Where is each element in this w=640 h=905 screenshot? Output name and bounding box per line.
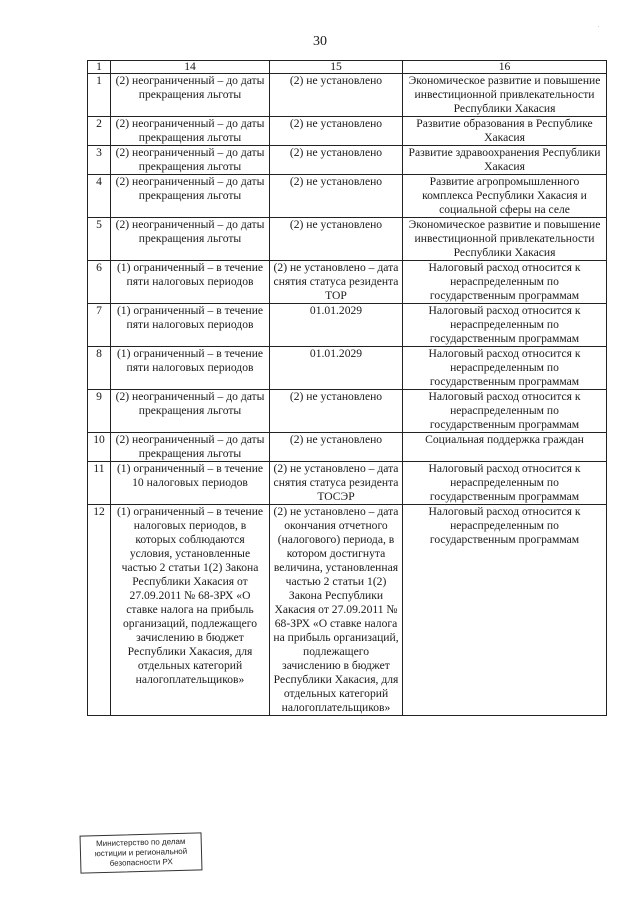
cell-col-16: Экономическое развитие и повышение инвестиционной привлекательности Республики Хакасия: [403, 74, 607, 117]
table-row: [88, 462, 607, 505]
tax-expenditure-table: [87, 60, 607, 716]
page-number: 30: [313, 34, 327, 49]
header-col-15: 15: [270, 61, 403, 74]
header-row: [88, 61, 607, 74]
header-col-14: 14: [111, 61, 270, 74]
table-body: [88, 74, 607, 716]
cell-col-14: (2) неограниченный – до даты прекращения льготы: [111, 74, 270, 117]
cell-col-15: 01.01.2029: [270, 347, 403, 390]
cell-col-16: Налоговый расход относится к нераспределенным по государственным программам: [403, 462, 607, 505]
table-row: [88, 261, 607, 304]
cell-col-15: (2) не установлено: [270, 390, 403, 433]
stamp-line: Министерство по делам: [95, 836, 186, 849]
cell-col-15: (2) не установлено: [270, 175, 403, 218]
row-number: 9: [88, 390, 111, 433]
table-row: [88, 74, 607, 117]
row-number: 3: [88, 146, 111, 175]
cell-col-16: Экономическое развитие и повышение инвестиционной привлекательности Республики Хакасия: [403, 218, 607, 261]
header-col-1: 1: [88, 61, 111, 74]
table-row: [88, 505, 607, 716]
row-number: 8: [88, 347, 111, 390]
row-number: 11: [88, 462, 111, 505]
table-row: [88, 390, 607, 433]
cell-col-15: (2) не установлено: [270, 218, 403, 261]
cell-col-14: (1) ограниченный – в течение пяти налоговых периодов: [111, 304, 270, 347]
cell-col-14: (2) неограниченный – до даты прекращения льготы: [111, 146, 270, 175]
ministry-stamp: [80, 832, 203, 873]
cell-col-16: Налоговый расход относится к нераспределенным по государственным программам: [403, 505, 607, 716]
cell-col-15: 01.01.2029: [270, 304, 403, 347]
table-row: [88, 218, 607, 261]
stamp-line: юстиции и региональной: [94, 846, 188, 859]
cell-col-15: (2) не установлено: [270, 74, 403, 117]
cell-col-16: Социальная поддержка граждан: [403, 433, 607, 462]
row-number: 10: [88, 433, 111, 462]
cell-col-15: (2) не установлено – дата снятия статуса резидента ТОСЭР: [270, 462, 403, 505]
cell-col-16: Налоговый расход относится к нераспределенным по государственным программам: [403, 304, 607, 347]
table-row: [88, 146, 607, 175]
cell-col-15: (2) не установлено – дата окончания отчетного (налогового) периода, в котором достигнута величина, установленная частью 2 статьи 1(2) Закона Республики Хакасия от 27.09.2011 № 68-ЗРХ «О ставке налога на прибыль организаций, подлежащего зачислению в бюджет Республики Хакасия, для отдельных категорий налогоплательщиков»: [270, 505, 403, 716]
row-number: 1: [88, 74, 111, 117]
scan-mark: ·: [597, 22, 600, 31]
row-number: 4: [88, 175, 111, 218]
cell-col-14: (2) неограниченный – до даты прекращения льготы: [111, 218, 270, 261]
table-row: [88, 175, 607, 218]
cell-col-14: (1) ограниченный – в течение пяти налоговых периодов: [111, 347, 270, 390]
cell-col-16: Налоговый расход относится к нераспределенным по государственным программам: [403, 347, 607, 390]
row-number: 6: [88, 261, 111, 304]
cell-col-14: (2) неограниченный – до даты прекращения льготы: [111, 175, 270, 218]
table-row: [88, 304, 607, 347]
cell-col-16: Налоговый расход относится к нераспределенным по государственным программам: [403, 261, 607, 304]
cell-col-14: (1) ограниченный – в течение 10 налоговых периодов: [111, 462, 270, 505]
cell-col-14: (2) неограниченный – до даты прекращения льготы: [111, 117, 270, 146]
table-row: [88, 347, 607, 390]
cell-col-15: (2) не установлено: [270, 433, 403, 462]
stamp-line: безопасности РХ: [109, 857, 173, 868]
header-col-16: 16: [403, 61, 607, 74]
row-number: 12: [88, 505, 111, 716]
cell-col-16: Развитие образования в Республике Хакасия: [403, 117, 607, 146]
cell-col-14: (1) ограниченный – в течение пяти налоговых периодов: [111, 261, 270, 304]
table-row: [88, 433, 607, 462]
cell-col-16: Развитие здравоохранения Республики Хакасия: [403, 146, 607, 175]
row-number: 7: [88, 304, 111, 347]
cell-col-14: (1) ограниченный – в течение налоговых периодов, в которых соблюдаются условия, установленные частью 2 статьи 1(2) Закона Республики Хакасия от 27.09.2011 № 68-ЗРХ «О ставке налога на прибыль организаций, подлежащего зачислению в бюджет Республики Хакасия, для отдельных категорий налогоплательщиков»: [111, 505, 270, 716]
cell-col-15: (2) не установлено: [270, 146, 403, 175]
table-row: [88, 117, 607, 146]
cell-col-15: (2) не установлено – дата снятия статуса резидента ТОР: [270, 261, 403, 304]
cell-col-16: Налоговый расход относится к нераспределенным по государственным программам: [403, 390, 607, 433]
cell-col-15: (2) не установлено: [270, 117, 403, 146]
row-number: 2: [88, 117, 111, 146]
cell-col-16: Развитие агропромышленного комплекса Республики Хакасия и социальной сферы на селе: [403, 175, 607, 218]
cell-col-14: (2) неограниченный – до даты прекращения льготы: [111, 433, 270, 462]
cell-col-14: (2) неограниченный – до даты прекращения льготы: [111, 390, 270, 433]
row-number: 5: [88, 218, 111, 261]
